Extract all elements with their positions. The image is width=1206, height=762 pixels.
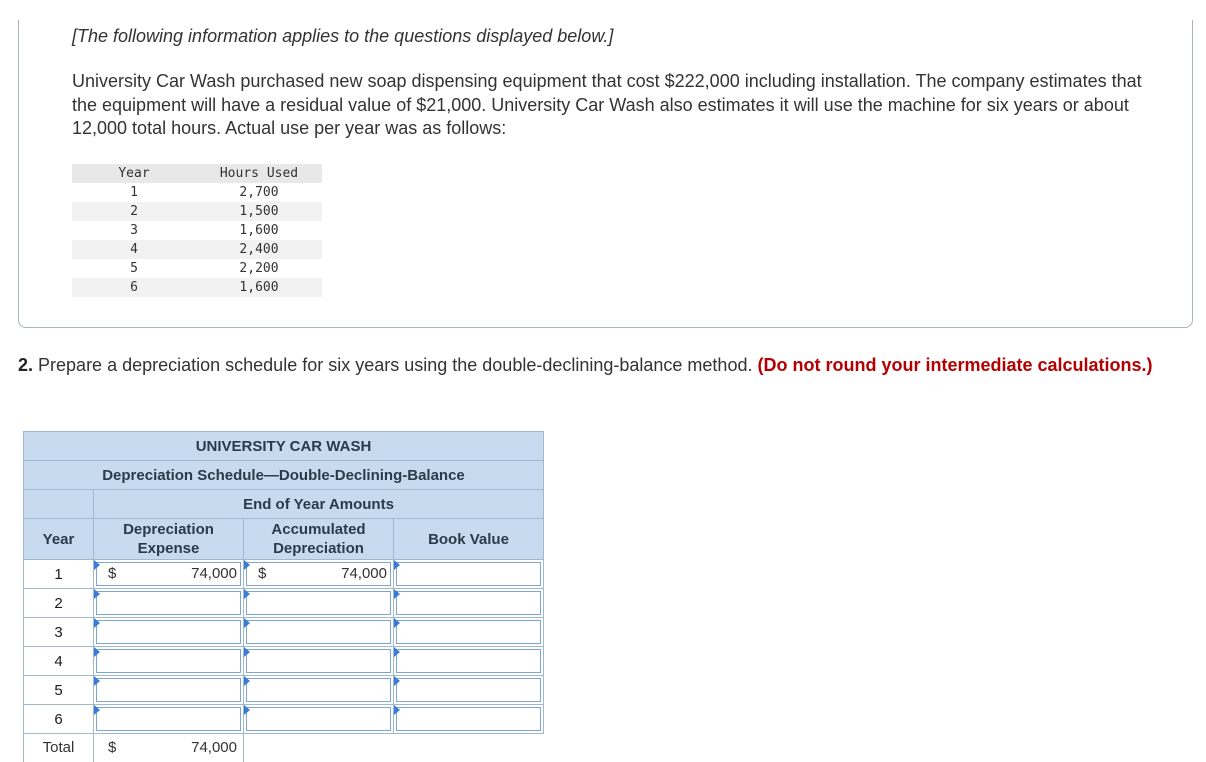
hours-year: 3 [130, 223, 138, 238]
accumulated-depreciation-value: 74,000 [341, 565, 387, 582]
table-row [24, 705, 544, 734]
cell-marker-icon [244, 647, 250, 657]
schedule-year: 3 [24, 618, 94, 647]
depreciation-expense-input[interactable] [94, 705, 244, 734]
hours-used-table [72, 164, 322, 297]
question-text [18, 354, 1168, 377]
hours-year: 4 [130, 242, 138, 257]
book-value-input[interactable] [394, 647, 544, 676]
accumulated-depreciation-input[interactable] [244, 589, 394, 618]
col-header-dep-line2: Expense [137, 540, 200, 557]
cell-marker-icon [394, 560, 400, 570]
schedule-year: 6 [24, 705, 94, 734]
table-row [72, 259, 322, 278]
hours-value: 1,600 [239, 223, 279, 238]
col-header-dep-line1: Depreciation [123, 521, 214, 538]
currency-symbol: $ [108, 565, 117, 582]
hours-year: 1 [130, 185, 138, 200]
table-row [24, 560, 544, 589]
accumulated-depreciation-input[interactable] [244, 647, 394, 676]
cell-marker-icon [94, 705, 100, 715]
intro-text: [The following information applies to the questions displayed below.] [72, 26, 614, 46]
cell-marker-icon [244, 676, 250, 686]
book-value-input[interactable] [394, 618, 544, 647]
depreciation-expense-input[interactable] [94, 589, 244, 618]
hours-header-year: Year [118, 166, 150, 181]
col-header-accumulated-depreciation [244, 519, 394, 560]
total-row [24, 734, 544, 762]
cell-marker-icon [394, 618, 400, 628]
col-header-book-value: Book Value [394, 519, 544, 560]
cell-marker-icon [394, 705, 400, 715]
table-row [24, 647, 544, 676]
depreciation-expense-input[interactable] [94, 618, 244, 647]
table-row [24, 618, 544, 647]
table-row [24, 589, 544, 618]
book-value-input[interactable] [394, 676, 544, 705]
hours-value: 1,600 [239, 280, 279, 295]
cell-marker-icon [94, 676, 100, 686]
problem-paragraph: University Car Wash purchased new soap dispensing equipment that cost $222,000 including installation. The company estimates that the equipment will have a residual value of $21,000. University Car Wash also estimates it will use the machine for six years or about 12,000 total hours. Actual use per year was as follows: [72, 71, 1142, 138]
accumulated-depreciation-input[interactable] [244, 676, 394, 705]
book-value-input[interactable] [394, 560, 544, 589]
cell-marker-icon [244, 560, 250, 570]
cell-marker-icon [244, 705, 250, 715]
col-header-acc-line1: Accumulated [271, 521, 366, 538]
accumulated-depreciation-input[interactable] [244, 560, 394, 589]
cell-marker-icon [394, 589, 400, 599]
hours-year: 5 [130, 261, 138, 276]
hours-value: 2,200 [239, 261, 279, 276]
table-row [72, 240, 322, 259]
hours-year: 6 [130, 280, 138, 295]
hours-value: 1,500 [239, 204, 279, 219]
schedule-title: Depreciation Schedule—Double-Declining-Balance [24, 461, 544, 490]
hours-header-hours: Hours Used [219, 166, 299, 181]
col-header-year: Year [24, 519, 94, 560]
hours-year: 2 [130, 204, 138, 219]
accumulated-depreciation-input[interactable] [244, 618, 394, 647]
schedule-subtitle: End of Year Amounts [94, 490, 544, 519]
cell-marker-icon [244, 618, 250, 628]
cell-marker-icon [94, 618, 100, 628]
cell-marker-icon [94, 589, 100, 599]
table-row [72, 183, 322, 202]
book-value-input[interactable] [394, 589, 544, 618]
table-row [72, 221, 322, 240]
table-row [72, 278, 322, 297]
depreciation-expense-value: 74,000 [191, 565, 237, 582]
book-value-input[interactable] [394, 705, 544, 734]
currency-symbol: $ [258, 565, 267, 582]
schedule-year: 2 [24, 589, 94, 618]
depreciation-expense-input[interactable] [94, 560, 244, 589]
cell-marker-icon [394, 647, 400, 657]
cell-marker-icon [94, 647, 100, 657]
table-row [72, 202, 322, 221]
table-row [24, 676, 544, 705]
cell-marker-icon [244, 589, 250, 599]
depreciation-expense-input[interactable] [94, 647, 244, 676]
col-header-acc-line2: Depreciation [273, 540, 364, 557]
accumulated-depreciation-input[interactable] [244, 705, 394, 734]
total-depreciation-value: 74,000 [191, 739, 237, 756]
total-label: Total [24, 734, 94, 762]
question-instruction: (Do not round your intermediate calculations.) [757, 355, 1153, 375]
total-depreciation-cell [94, 734, 244, 762]
schedule-year: 4 [24, 647, 94, 676]
depreciation-schedule [23, 431, 544, 762]
cell-marker-icon [94, 560, 100, 570]
depreciation-expense-input[interactable] [94, 676, 244, 705]
cell-marker-icon [394, 676, 400, 686]
hours-value: 2,700 [239, 185, 279, 200]
question-body: Prepare a depreciation schedule for six years using the double-declining-balance method. [38, 355, 753, 375]
col-header-depreciation-expense [94, 519, 244, 560]
schedule-year: 5 [24, 676, 94, 705]
schedule-company: UNIVERSITY CAR WASH [24, 432, 544, 461]
question-number: 2. [18, 355, 34, 375]
schedule-year: 1 [24, 560, 94, 589]
currency-symbol: $ [108, 739, 117, 756]
hours-value: 2,400 [239, 242, 279, 257]
